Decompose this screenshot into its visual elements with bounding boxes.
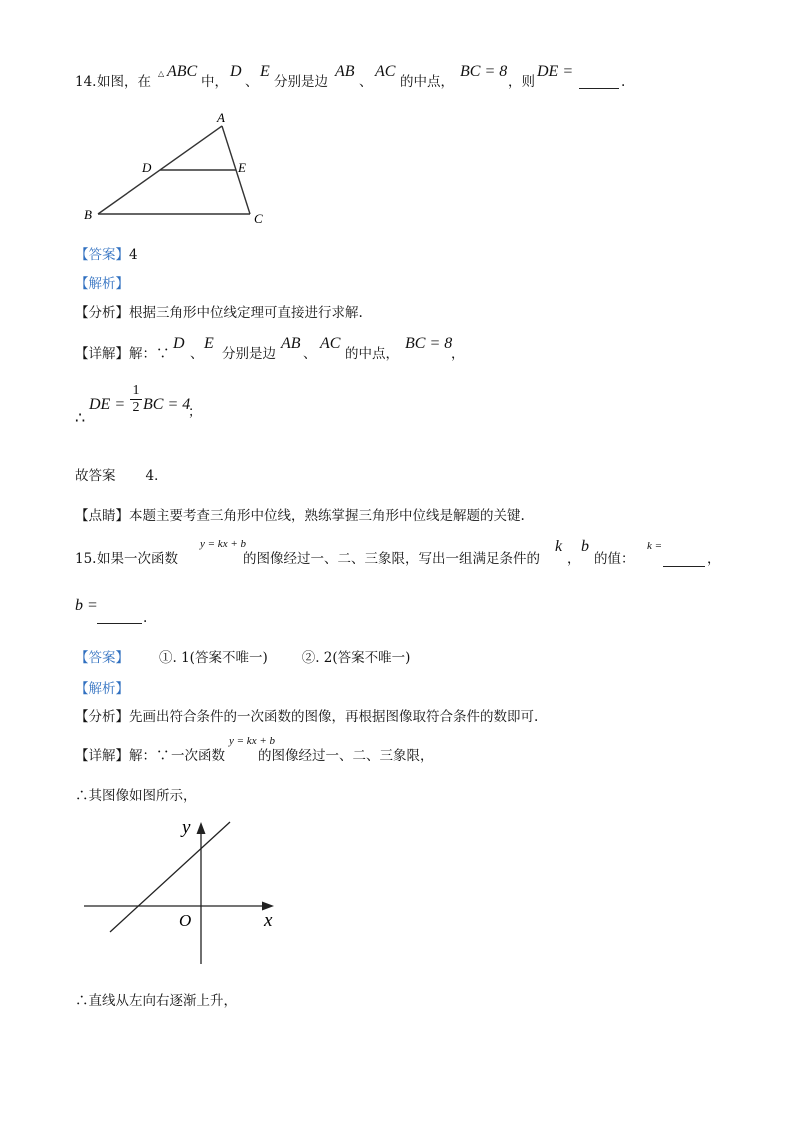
- point-e: E: [260, 63, 270, 80]
- segment-ac: AC: [320, 335, 341, 352]
- q14-answer-line: [75, 249, 138, 263]
- detail-tag: 【详解】: [75, 748, 129, 764]
- detail-text: 分别是边: [222, 346, 276, 362]
- analysis-tag: 【解析】: [75, 681, 129, 697]
- q15-answer-line: [75, 652, 410, 666]
- bc-equation: BC = 8: [405, 335, 453, 352]
- origin-label: O: [179, 911, 192, 930]
- fenxi-tag: 【分析】: [75, 709, 129, 725]
- q14-text: 的中点，: [400, 74, 454, 90]
- point-d: D: [173, 335, 185, 352]
- var-b: b: [581, 538, 589, 555]
- q14-text: 分别是边: [274, 74, 328, 90]
- y-axis-arrow-icon: [197, 822, 206, 834]
- answer-2: ②. 2(答案不唯一): [301, 650, 411, 666]
- fraction-denominator: 2: [132, 400, 140, 415]
- q14-question: [75, 62, 715, 92]
- q14-text: 中，: [201, 74, 228, 90]
- q14-detail-line: [75, 334, 495, 364]
- separator: 、: [190, 346, 204, 362]
- function-line: [110, 822, 230, 932]
- q15-fenxi-line: [75, 711, 538, 725]
- detail-text: 的图像经过一、二、三象限，: [258, 748, 434, 764]
- closing-text: ∴直线从左向右逐渐上升，: [75, 993, 237, 1009]
- detail-text: 解：∵: [129, 748, 170, 764]
- b-equals: b =: [75, 597, 98, 614]
- answer-value: 4: [129, 247, 138, 263]
- answer-tag: 【答案】: [75, 650, 129, 666]
- fenxi-text: 根据三角形中位线定理可直接进行求解.: [129, 305, 363, 321]
- conclusion-text: 故答案: [75, 468, 116, 484]
- q15-detail-line: [75, 736, 495, 766]
- comma: ，: [451, 346, 465, 362]
- comma: ，: [707, 551, 721, 567]
- q15-text: 的值：: [594, 551, 635, 567]
- q14-text: 如图，在: [97, 74, 151, 90]
- q15-b-blank-line: [75, 598, 195, 628]
- detail-tag: 【详解】: [75, 346, 129, 362]
- q14-text: ，则: [508, 74, 535, 90]
- q15-question: [75, 537, 725, 569]
- period: .: [143, 610, 148, 626]
- k-answer-blank: [663, 566, 705, 567]
- answer-1: ①. 1(答案不唯一): [159, 650, 268, 666]
- answer-blank: [579, 88, 619, 89]
- separator: 、: [245, 74, 259, 90]
- point-d: D: [230, 63, 242, 80]
- semicolon: ；: [188, 404, 202, 420]
- triangle-name: ABC: [167, 63, 198, 80]
- separator: 、: [359, 74, 373, 90]
- q14-fenxi-line: [75, 307, 363, 321]
- de-equation: DE =: [537, 63, 574, 80]
- line-graph-figure: [80, 812, 300, 972]
- var-k: k: [555, 538, 563, 555]
- point-e: E: [204, 335, 214, 352]
- q15-analysis-heading: [75, 683, 129, 697]
- q14-conclusion-line: [75, 470, 168, 484]
- graph-intro-text: ∴其图像如图所示，: [75, 788, 197, 804]
- therefore-symbol: ∴: [75, 408, 86, 427]
- q14-number: 14.: [75, 74, 97, 90]
- fraction-half: [130, 384, 142, 415]
- detail-text: 的中点，: [345, 346, 399, 362]
- axis-label-y: y: [182, 817, 191, 838]
- k-equals: k =: [647, 540, 663, 552]
- bc-equation: BC = 8: [460, 63, 508, 80]
- q15-closing-line: [75, 995, 237, 1009]
- conclusion-answer: 4．: [145, 468, 168, 484]
- period: .: [621, 74, 626, 90]
- triangle-symbol: △: [158, 69, 165, 78]
- b-answer-blank: [97, 623, 142, 624]
- de-lhs: DE =: [89, 396, 126, 413]
- separator: 、: [303, 346, 317, 362]
- triangle-figure: [80, 108, 280, 228]
- label-a: A: [217, 110, 225, 125]
- fenxi-text: 先画出符合条件的一次函数的图像，再根据图像取符合条件的数即可.: [129, 709, 539, 725]
- segment-ab: AB: [281, 335, 301, 352]
- analysis-tag: 【解析】: [75, 276, 129, 292]
- q15-graph-intro: [75, 790, 197, 804]
- q15-text: 如果一次函数: [97, 551, 178, 567]
- segment-ac: AC: [375, 63, 396, 80]
- linear-function: y = kx + b: [229, 735, 275, 747]
- axis-label-x: x: [264, 910, 273, 931]
- label-d: D: [142, 160, 152, 175]
- fraction-numerator: 1: [132, 383, 140, 398]
- q14-analysis-heading: [75, 278, 129, 292]
- label-e: E: [238, 160, 246, 175]
- answer-tag: 【答案】: [75, 247, 129, 263]
- q15-number: 15.: [75, 551, 97, 567]
- dianjing-text: 本题主要考查三角形中位线，熟练掌握三角形中位线是解题的关键.: [129, 508, 525, 524]
- detail-text: 一次函数: [171, 748, 225, 764]
- detail-text: 解：∵: [129, 346, 170, 362]
- q14-dianjing-line: [75, 510, 525, 524]
- label-c: C: [254, 211, 263, 226]
- dianjing-tag: 【点睛】: [75, 508, 129, 524]
- q14-result-line: [75, 384, 275, 428]
- label-b: B: [84, 207, 92, 222]
- comma: ，: [567, 551, 581, 567]
- linear-function: y = kx + b: [200, 538, 246, 550]
- de-rhs: BC = 4: [143, 396, 191, 413]
- q15-text: 的图像经过一、二、三象限，写出一组满足条件的: [243, 551, 540, 567]
- fenxi-tag: 【分析】: [75, 305, 129, 321]
- segment-ab: AB: [335, 63, 355, 80]
